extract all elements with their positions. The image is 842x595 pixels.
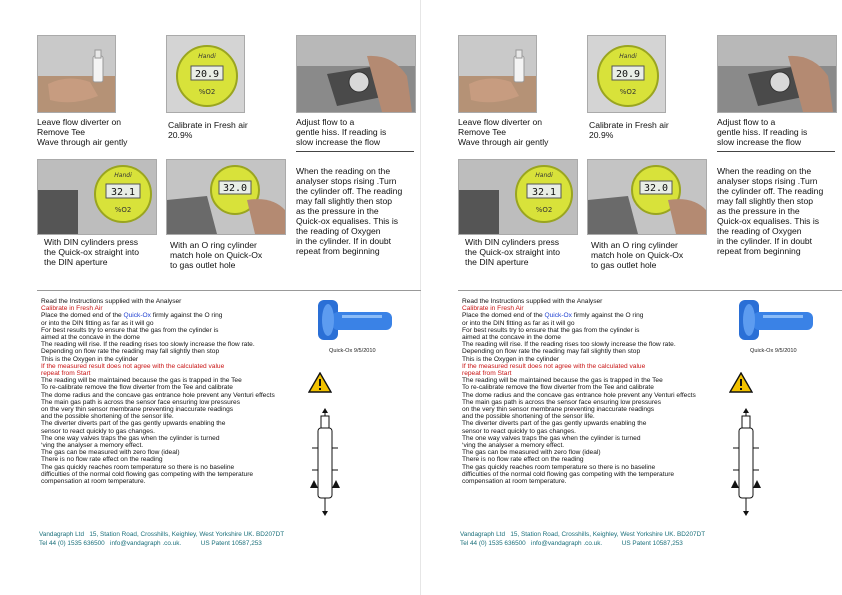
caption-flow-diverter: Leave flow diverter on Remove Tee Wave through air gently bbox=[458, 117, 549, 147]
tee-label: Quick-Ox 9/5/2010 bbox=[750, 348, 797, 354]
analyser-display-c: 32.0 bbox=[222, 183, 248, 194]
instruction-line: difficulties of the normal cold flowing gas competing with the temperature bbox=[41, 470, 254, 478]
caption-calibrate: Calibrate in Fresh air 20.9% bbox=[168, 120, 248, 140]
instruction-line: Place the domed end of the Quick-Ox firmly against the O ring bbox=[41, 312, 223, 320]
caption-adjust-flow: Adjust flow to a gentle hiss. If reading is slow increase the flow bbox=[296, 117, 387, 147]
instruction-line: ‘ving the analyser a memory effect. bbox=[41, 442, 144, 450]
footer-address: Vandagraph Ltd 15, Station Road, Crosshills, Keighley, West Yorkshire UK. BD207DT bbox=[460, 531, 706, 538]
instructions-text bbox=[462, 298, 762, 485]
analyser-display-a: 20.9 bbox=[615, 69, 641, 80]
analyser-unit-a: %O2 bbox=[198, 88, 216, 96]
divider-top bbox=[717, 151, 835, 152]
din-cylinder-photo bbox=[37, 159, 157, 235]
instruction-line: or into the DIN fitting as far as it will go bbox=[462, 319, 575, 327]
instruction-line: compensation at room temperature. bbox=[462, 478, 567, 486]
analyser-display-b: 32.1 bbox=[531, 187, 557, 198]
instruction-line: The diverter diverts part of the gas gently upwards enabling the bbox=[462, 420, 647, 428]
warning-triangle-icon bbox=[729, 372, 753, 393]
instruction-line: The one way valves traps the gas when the cylinder is turned bbox=[462, 434, 641, 442]
instruction-line: This is the Oxygen in the cylinder bbox=[41, 355, 139, 363]
instruction-panel-right bbox=[421, 0, 842, 595]
analyser-brand-a: Handi bbox=[198, 53, 216, 60]
instruction-line: The gas quickly reaches room temperature so there is no baseline bbox=[41, 463, 235, 471]
din-cylinder-image bbox=[459, 160, 577, 234]
analyser-photo bbox=[587, 35, 666, 113]
caption-o-ring-cylinder: With an O ring cylinder match hole on Quick-Ox to gas outlet hole bbox=[170, 240, 263, 270]
o-ring-cylinder-image bbox=[167, 160, 285, 234]
instruction-line: To re-calibrate remove the flow diverter from the Tee and calibrate bbox=[462, 384, 654, 392]
caption-adjust-flow: Adjust flow to a gentle hiss. If reading is slow increase the flow bbox=[717, 117, 808, 147]
instruction-line: If the measured result does not agree with the calculated value bbox=[41, 362, 225, 370]
divider-top bbox=[296, 151, 414, 152]
instruction-line: compensation at room temperature. bbox=[41, 478, 146, 486]
analyser-unit-b: %O2 bbox=[114, 206, 132, 214]
caption-o-ring-cylinder: With an O ring cylinder match hole on Quick-Ox to gas outlet hole bbox=[591, 240, 684, 270]
analyser-display-b: 32.1 bbox=[110, 187, 136, 198]
instruction-line: If the measured result does not agree with the calculated value bbox=[462, 362, 646, 370]
quick-ox-tee-icon bbox=[733, 296, 817, 344]
instruction-line: For best results try to ensure that the gas from the cylinder is bbox=[462, 326, 640, 334]
instruction-line: This is the Oxygen in the cylinder bbox=[462, 355, 560, 363]
caption-flow-diverter: Leave flow diverter on Remove Tee Wave through air gently bbox=[37, 117, 128, 147]
instruction-line: The reading will rise. If the reading rises too slowly increase the flow rate. bbox=[41, 341, 255, 349]
hand-with-sensor-photo bbox=[37, 35, 116, 113]
instruction-line: The diverter diverts part of the gas gently upwards enabling the bbox=[41, 420, 226, 428]
footer-address: Vandagraph Ltd 15, Station Road, Crosshills, Keighley, West Yorkshire UK. BD207DT bbox=[39, 531, 285, 538]
instruction-line: The main gas path is across the sensor face ensuring low pressures bbox=[462, 398, 662, 406]
analyser-brand-b: Handi bbox=[114, 172, 132, 179]
hand-with-sensor-photo bbox=[458, 35, 537, 113]
instruction-line: repeat from Start bbox=[462, 370, 512, 378]
analyser-unit-b: %O2 bbox=[535, 206, 553, 214]
instruction-line: or into the DIN fitting as far as it will go bbox=[41, 319, 154, 327]
instruction-line: Read the Instructions supplied with the Analyser bbox=[41, 298, 182, 305]
caption-reading-steps: When the reading on the analyser stops rising .Turn the cylinder off. The reading may fall slightly then stop as the pressure in the Quick-ox equalises. This is the reading of Oxygen in the cylinder. If in doubt repeat from beginning bbox=[717, 166, 824, 256]
instruction-line: The reading will be maintained because the gas is trapped in the Tee bbox=[41, 377, 242, 385]
analyser-photo bbox=[166, 35, 245, 113]
instruction-line: aimed at the concave in the dome bbox=[41, 334, 140, 342]
hand-with-sensor-image bbox=[459, 36, 536, 112]
instruction-line: Depending on flow rate the reading may fall slightly then stop bbox=[462, 348, 641, 356]
divider-middle bbox=[458, 290, 842, 291]
instruction-line: The main gas path is across the sensor face ensuring low pressures bbox=[41, 398, 241, 406]
analyser-image bbox=[588, 36, 665, 112]
instruction-line: The one way valves traps the gas when the cylinder is turned bbox=[41, 434, 220, 442]
instruction-line: The gas can be measured with zero flow (ideal) bbox=[41, 449, 180, 457]
valve-photo bbox=[296, 35, 416, 113]
analyser-display-c: 32.0 bbox=[643, 183, 669, 194]
tee-label: Quick-Ox 9/5/2010 bbox=[329, 348, 376, 354]
quick-ox-tee-icon bbox=[312, 296, 396, 344]
instruction-line: The dome radius and the concave gas entrance hole prevent any Venturi effects bbox=[41, 391, 275, 399]
cylinder-diagram-icon bbox=[308, 408, 344, 518]
analyser-unit-a: %O2 bbox=[619, 88, 637, 96]
analyser-brand-a: Handi bbox=[619, 53, 637, 60]
instruction-line: The reading will be maintained because the gas is trapped in the Tee bbox=[462, 377, 663, 385]
warning-triangle-icon bbox=[308, 372, 332, 393]
din-cylinder-image bbox=[38, 160, 156, 234]
instruction-line: Calibrate in Fresh Air bbox=[462, 305, 524, 313]
instruction-line: and the possible shortening of the sensor life. bbox=[41, 413, 174, 421]
instruction-line: sensor to react quickly to gas changes. bbox=[462, 427, 576, 435]
instruction-line: Depending on flow rate the reading may fall slightly then stop bbox=[41, 348, 220, 356]
o-ring-cylinder-image bbox=[588, 160, 706, 234]
instruction-line: aimed at the concave in the dome bbox=[462, 334, 561, 342]
instruction-line: For best results try to ensure that the gas from the cylinder is bbox=[41, 326, 219, 334]
instruction-line: To re-calibrate remove the flow diverter from the Tee and calibrate bbox=[41, 384, 233, 392]
hand-with-sensor-image bbox=[38, 36, 115, 112]
instruction-line: The dome radius and the concave gas entrance hole prevent any Venturi effects bbox=[462, 391, 696, 399]
footer-contact: Tel 44 (0) 1535 636500 info@vandagraph .co.uk. US Patent 10587,253 bbox=[460, 540, 683, 547]
quick-ox-highlight: Quick-Ox bbox=[544, 312, 572, 320]
instructions-text bbox=[41, 298, 341, 485]
instruction-line: on the very thin sensor membrane preventing inaccurate readings bbox=[462, 406, 655, 414]
instruction-line: The reading will rise. If the reading rises too slowly increase the flow rate. bbox=[462, 341, 676, 349]
analyser-image bbox=[167, 36, 244, 112]
instruction-line: and the possible shortening of the sensor life. bbox=[462, 413, 595, 421]
instruction-line: Read the Instructions supplied with the Analyser bbox=[462, 298, 603, 305]
instruction-line: The gas can be measured with zero flow (ideal) bbox=[462, 449, 601, 457]
caption-calibrate: Calibrate in Fresh air 20.9% bbox=[589, 120, 669, 140]
analyser-brand-b: Handi bbox=[535, 172, 553, 179]
valve-image bbox=[297, 36, 415, 112]
valve-photo bbox=[717, 35, 837, 113]
caption-din-cylinder: With DIN cylinders press the Quick-ox straight into the DIN aperture bbox=[44, 237, 140, 267]
caption-reading-steps: When the reading on the analyser stops rising .Turn the cylinder off. The reading may fall slightly then stop as the pressure in the Quick-ox equalises. This is the reading of Oxygen in the cylinder. If in doubt repeat from beginning bbox=[296, 166, 403, 256]
valve-image bbox=[718, 36, 836, 112]
instruction-line: on the very thin sensor membrane preventing inaccurate readings bbox=[41, 406, 234, 414]
analyser-display-a: 20.9 bbox=[194, 69, 220, 80]
quick-ox-highlight: Quick-Ox bbox=[123, 312, 151, 320]
instruction-line: Calibrate in Fresh Air bbox=[41, 305, 103, 313]
cylinder-diagram-icon bbox=[729, 408, 765, 518]
instruction-line: repeat from Start bbox=[41, 370, 91, 378]
instruction-line: ‘ving the analyser a memory effect. bbox=[462, 442, 565, 450]
instruction-line: Place the domed end of the Quick-Ox firmly against the O ring bbox=[462, 312, 644, 320]
instruction-line: sensor to react quickly to gas changes. bbox=[41, 427, 155, 435]
instruction-line: difficulties of the normal cold flowing gas competing with the temperature bbox=[462, 470, 675, 478]
footer-contact: Tel 44 (0) 1535 636500 info@vandagraph .co.uk. US Patent 10587,253 bbox=[39, 540, 262, 547]
o-ring-cylinder-photo bbox=[587, 159, 707, 235]
caption-din-cylinder: With DIN cylinders press the Quick-ox straight into the DIN aperture bbox=[465, 237, 561, 267]
instruction-line: There is no flow rate effect on the reading bbox=[41, 456, 163, 464]
instruction-line: The gas quickly reaches room temperature so there is no baseline bbox=[462, 463, 656, 471]
o-ring-cylinder-photo bbox=[166, 159, 286, 235]
instruction-line: There is no flow rate effect on the reading bbox=[462, 456, 584, 464]
din-cylinder-photo bbox=[458, 159, 578, 235]
divider-middle bbox=[37, 290, 421, 291]
